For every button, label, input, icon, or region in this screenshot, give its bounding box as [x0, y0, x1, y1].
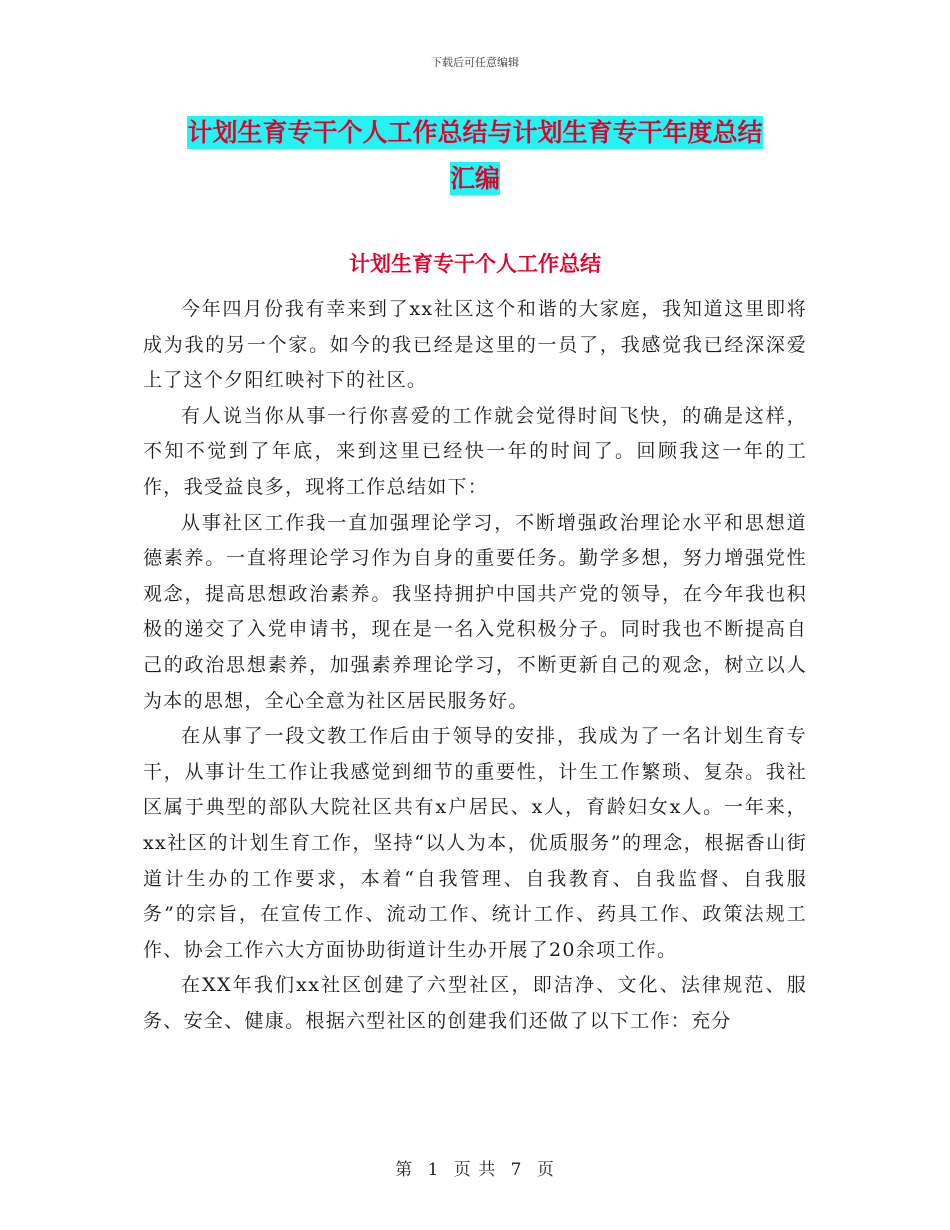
- page-label-mid: 页 共: [453, 1160, 497, 1180]
- total-pages: 7: [510, 1160, 523, 1180]
- paragraph: 从事社区工作我一直加强理论学习，不断增强政治理论水平和思想道德素养。一直将理论学习作为自身的重要任务。勤学多想，努力增强党性观念，提高思想政治素养。我坚持拥护中国共产党的领导，在今年我也积极的递交了入党申请书，现在是一名入党积极分子。同时我也不断提高自己的政治思想素养，加强素养理论学习，不断更新自己的观念，树立以人为本的思想，全心全意为社区居民服务好。: [143, 511, 807, 712]
- paragraph: 在从事了一段文教工作后由于领导的安排，我成为了一名计划生育专干，从事计生工作让我感觉到细节的重要性，计生工作繁琐、复杂。我社区属于典型的部队大院社区共有x户居民、x人，育龄妇女x人。一年来，xx社区的计划生育工作，坚持“以人为本，优质服务”的理念，根据香山街道计生办的工作要求，本着“自我管理、自我教育、自我监督、自我服务”的宗旨，在宣传工作、流动工作、统计工作、药具工作、政策法规工作、协会工作六大方面协助街道计生办开展了20余项工作。: [143, 725, 807, 961]
- document-title-line1: 计划生育专干个人工作总结与计划生育专干年度总结: [187, 118, 763, 147]
- page-label-suffix: 页: [536, 1160, 555, 1180]
- page-footer: [0, 1155, 950, 1180]
- paragraph: 今年四月份我有幸来到了xx社区这个和谐的大家庭，我知道这里即将成为我的另一个家。如今的我已经是这里的一员了，我感觉我已经深深爱上了这个夕阳红映衬下的社区。: [143, 298, 807, 392]
- body-text: [143, 292, 807, 1039]
- section-title: 计划生育专干个人工作总结: [349, 252, 601, 276]
- document-title-line2: 汇编: [449, 164, 500, 193]
- header-note: 下载后可任意编辑: [431, 56, 519, 69]
- document-title: [140, 110, 810, 202]
- paragraph: 在XX年我们xx社区创建了六型社区，即洁净、文化、法律规范、服务、安全、健康。根据六型社区的创建我们还做了以下工作：充分: [143, 974, 807, 1032]
- paragraph: 有人说当你从事一行你喜爱的工作就会觉得时间飞快，的确是这样，不知不觉到了年底，来到这里已经快一年的时间了。回顾我这一年的工作，我受益良多，现将工作总结如下：: [143, 404, 807, 498]
- page-label-prefix: 第: [395, 1160, 414, 1180]
- page-number: 1: [427, 1160, 440, 1180]
